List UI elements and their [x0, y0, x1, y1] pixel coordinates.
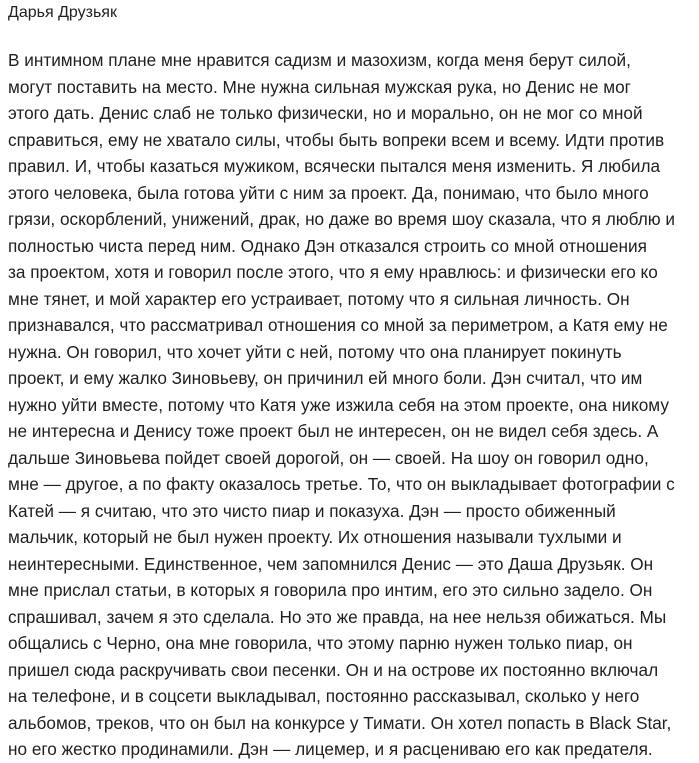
article-line: полностью чиста перед ним. Однако Дэн отказался строить со мной отношения — [8, 235, 647, 256]
article-line: В интимном плане мне нравится садизм и мазохизм, когда меня берут силой, — [8, 50, 631, 70]
article-line: правил. И, чтобы казаться мужиком, всячески пытался меня изменить. Я любила — [8, 156, 661, 176]
article-line: не интересна и Денису тоже проект был не интересен, он не видел себя здесь. А — [8, 421, 659, 441]
article-line: мне — другое, а по факту оказалось третье. То, что он выкладывает фотографии с — [8, 474, 675, 494]
article-line: нужно уйти вместе, потому что Катя уже изжила себя на этом проекте, она никому — [8, 394, 669, 415]
article-body — [8, 47, 694, 763]
article-line: Катей — я считаю, что это чисто пиар и показуха. Дэн — просто обиженный — [8, 500, 616, 521]
article-line: на телефоне, и в соцсети выкладывал, постоянно рассказывал, сколько у него — [8, 686, 640, 706]
author-name: Дарья Друзьяк — [8, 4, 117, 21]
article-line: дальше Зиновьева пойдет своей дорогой, он — своей. На шоу он говорил одно, — [8, 447, 649, 468]
article-line: мне тянет, и мой характер его устраивает, потому что я сильная личность. Он — [8, 288, 630, 309]
document-page — [8, 0, 694, 763]
article-line: этого человека, была готова уйти с ним за проект. Да, понимаю, что было много — [8, 182, 649, 203]
article-line: могут поставить на место. Мне нужна сильная мужская рука, но Денис не мог — [8, 76, 631, 97]
article-line: неинтересными. Единственное, чем запомнился Денис — это Даша Друзьяк. Он — [8, 553, 654, 574]
article-line: проект, и ему жалко Зиновьеву, он причинил ей много боли. Дэн считал, что им — [8, 368, 643, 388]
article-line: спрашивал, зачем я это сделала. Но это же правда, на нее нельзя обижаться. Мы — [8, 606, 667, 627]
article-line: пришел сюда раскручивать свои песенки. Он и на острове их постоянно включал — [8, 659, 659, 680]
article-line: мальчик, который не был нужен проекту. Их отношения называли тухлыми и — [8, 527, 622, 547]
article-line: за проектом, хотя и говорил после этого, что я ему нравлюсь: и физически его ко — [8, 262, 658, 282]
article-line: признавался, что рассматривал отношения со мной за периметром, а Катя ему не — [8, 315, 668, 335]
article-line: общались с Черно, она мне говорила, что этому парню нужен только пиар, он — [8, 633, 633, 653]
article-line: этого дать. Денис слаб не только физически, но и морально, он не мог со мной — [8, 103, 643, 123]
article-line: альбомов, треков, что он был на конкурсе у Тимати. Он хотел попасть в Black Star, — [8, 712, 672, 733]
article-line: но его жестко продинамили. Дэн — лицемер, и я расцениваю его как предателя. — [8, 739, 653, 759]
article-line: грязи, оскорблений, унижений, драк, но даже во время шоу сказала, что я люблю и — [8, 209, 676, 229]
article-line: нужна. Он говорил, что хочет уйти с ней, потому что она планирует покинуть — [8, 341, 622, 362]
article-line: мне прислал статьи, в которых я говорила про интим, его это сильно задело. Он — [8, 580, 653, 600]
article-line: справиться, ему не хватало силы, чтобы быть вопреки всем и всему. Идти против — [8, 129, 665, 150]
